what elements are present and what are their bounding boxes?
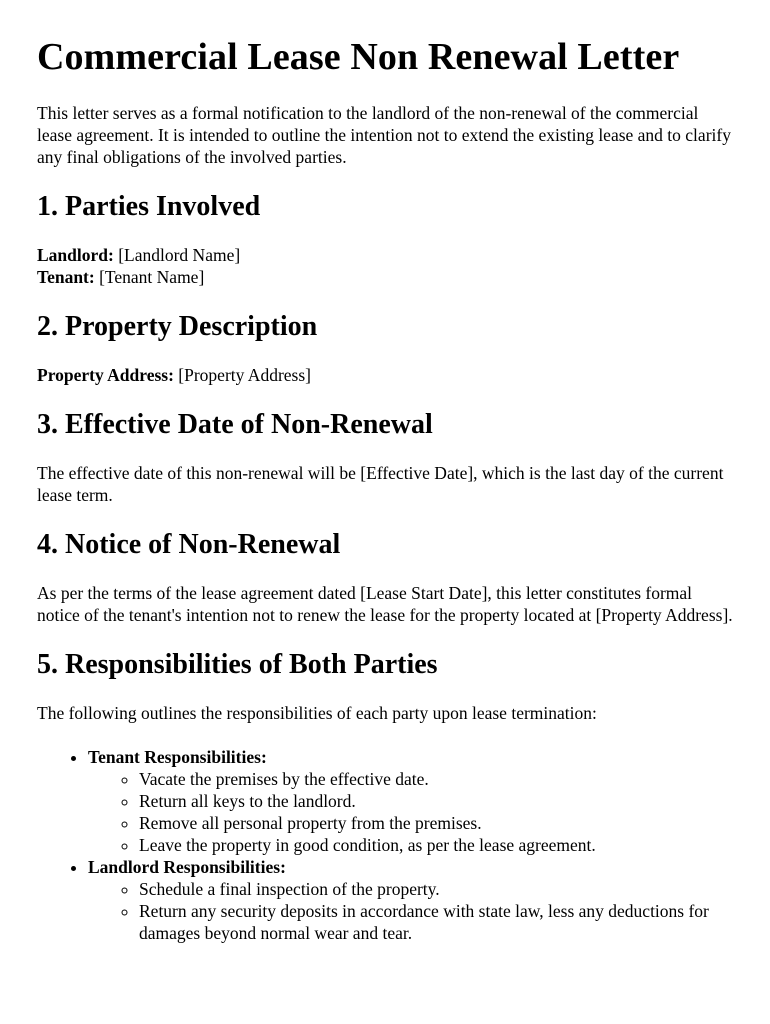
tenant-label: Tenant: [37,267,95,287]
notice-paragraph: As per the terms of the lease agreement dated [Lease Start Date], this letter constitutes formal notice of the tenant's intention not to renew the lease for the property located at [Property Address]. [37,583,733,625]
property-paragraph [37,364,734,386]
section-effective-date [37,408,734,506]
list-item: ◦ Leave the property in good condition, as per the lease agreement. [139,834,734,856]
tenant-value: [Tenant Name] [99,267,205,287]
landlord-responsibilities-sublist [88,878,734,944]
effective-date-paragraph: The effective date of this non-renewal will be [Effective Date], which is the last day of the current lease term. [37,463,724,505]
list-item: ◦ Return any security deposits in accordance with state law, less any deductions for damages beyond normal wear and tear. [139,900,734,944]
responsibilities-paragraph: The following outlines the responsibilities of each party upon lease termination: [37,703,597,723]
section-parties [37,190,734,288]
section-heading-notice: 4. Notice of Non-Renewal [37,529,341,560]
list-item: ◦ Return all keys to the landlord. [139,790,734,812]
section-property [37,310,734,386]
list-item: ◦ Schedule a final inspection of the property. [139,878,734,900]
list-item: ◦ Remove all personal property from the premises. [139,812,734,834]
section-heading-responsibilities: 5. Responsibilities of Both Parties [37,649,438,680]
responsibilities-list [37,746,734,944]
property-address-value: [Property Address] [178,365,311,385]
landlord-value: [Landlord Name] [118,245,241,265]
list-item-tenant-responsibilities [88,746,734,856]
tenant-responsibilities-sublist [88,768,734,856]
section-heading-parties: 1. Parties Involved [37,191,261,222]
landlord-label: Landlord: [37,245,114,265]
property-address-label: Property Address: [37,365,174,385]
section-notice [37,528,734,626]
list-item: ◦ Vacate the premises by the effective date. [139,768,734,790]
intro-paragraph: This letter serves as a formal notification to the landlord of the non-renewal of the commercial lease agreement. It is intended to outline the intention not to extend the existing lease and to clarify any final obligations of the involved parties. [37,103,731,167]
list-item-landlord-responsibilities [88,856,734,944]
tenant-responsibilities-label: Tenant Responsibilities: [88,747,267,767]
section-heading-effective-date: 3. Effective Date of Non-Renewal [37,409,433,440]
document-title: Commercial Lease Non Renewal Letter [37,36,680,78]
section-responsibilities [37,648,734,944]
section-heading-property: 2. Property Description [37,311,318,342]
landlord-responsibilities-label: Landlord Responsibilities: [88,857,286,877]
parties-paragraph [37,244,734,288]
